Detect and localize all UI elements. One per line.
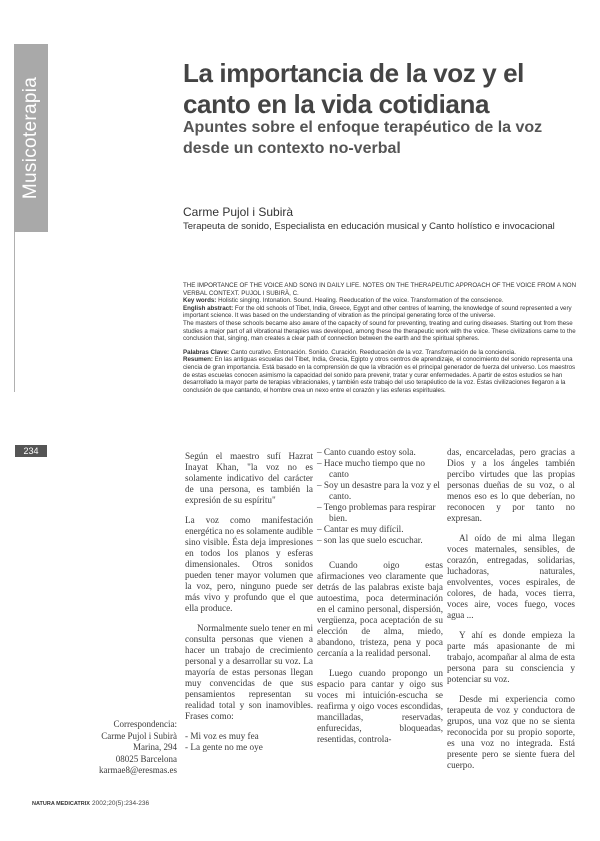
list-item: - Mi voz es muy fea <box>185 731 259 741</box>
abstract-en-title: THE IMPORTANCE OF THE VOICE AND SONG IN DAILY LIFE. NOTES ON THE THERAPEUTIC APPROACH OF THE VOICE FROM A NON VERBAL CONTEXT. PUJOL I SUBIRÀ, C. <box>183 282 577 297</box>
section-label-text: Musicoterapia <box>20 76 41 200</box>
paragraph: Según el maestro sufí Hazrat Inayat Khan, "la voz no es solamente indicativo del carácter de una persona, es también la expresión de su espíritu" <box>185 451 313 505</box>
correspondence-email: karmae8@eresmas.es <box>98 765 177 775</box>
correspondence-city: 08025 Barcelona <box>115 753 177 764</box>
paragraph: Luego cuando propongo un espacio para cantar y oigo sus voces mi intuición-escucha se reafirma y oigo voces escondidas, mancilladas, reservadas, enfurecidas, bloqueadas, resentidas, controla- <box>317 668 443 744</box>
paragraph: das, encarceladas, pero gracias a Dios y a los ángeles también percibo virtudes que las propias personas dueñas de su voz, o al menos eso es lo que deberían, no reconocen y por tanto no expresan. <box>447 447 575 523</box>
list-item: – Soy un desastre para la voz y el canto. <box>317 480 440 501</box>
english-abstract-text-2: The masters of these schools became also aware of the capacity of sound for preventing, treating and curing diseases. Starting out from these studies a major part of all vibrational therapies was developed, among these the therapeutic work with the voice. These civilizations came to the conclusion that, singing, man creates a clear path of connection between the earth and the spiritual spheres. <box>183 319 576 343</box>
paragraph: Cuando oigo estas afirmaciones veo claramente que detrás de las palabras existe baja autoestima, poca determinación en el camino personal, dispersión, vergüenza, poca aceptación de su elección de alma, miedo, abandono, tristeza, pena y poca cercanía a la realidad personal. <box>317 560 443 658</box>
paragraph: Normalmente suelo tener en mi consulta personas que vienen a hacer un trabajo de crecimiento personal y a desarrollar su voz. La mayoría de estas personas llegan muy convencidas de que sus pensamientos representan su realidad total y son inamovibles. Frases como: <box>185 623 313 721</box>
english-abstract-label: English abstract: <box>183 304 234 312</box>
section-label <box>14 44 48 232</box>
paragraph: Y ahí es donde empieza la parte más apasionante de mi trabajo, acompañar al alma de esta persona para su consciencia y potenciar su voz. <box>447 630 575 684</box>
palabras-clave-text: Canto curativo. Entonación. Sonido. Curación. Reeducación de la voz. Transformación de la conciencia. <box>229 348 516 356</box>
list-item: – son las que suelo escuchar. <box>317 535 423 545</box>
correspondence-street: Marina, 294 <box>133 742 177 752</box>
quote-list <box>185 731 313 753</box>
resumen-text: En las antiguas escuelas del Tíbet, India, Grecia, Egipto y otros centros de aprendizaje, el conocimiento del sonido representa una ciencia de gran importancia. Está basado en la comprensión de que la vibración es el principal generador de fuerza del universo. Los maestros de estas escuelas conocen asimismo la capacidad del sonido para prevenir, tratar y curar enfermedades. A partir de estos estudios se han desarrollado la mayor parte de terapias vibracionales, y también este trabajo del uso terapéutico de la voz. Estas civilizaciones llegaron a la conclusión de que cantando, el hombre crea un nexo entre el corazón y las esferas espirituales. <box>183 356 576 394</box>
article-subtitle: Apuntes sobre el enfoque terapéutico de la voz desde un contexto no-verbal <box>183 119 543 157</box>
list-item: – Tengo problemas para respirar bien. <box>317 502 436 523</box>
article-title: La importancia de la voz y el canto en la vida cotidiana <box>183 58 524 119</box>
keywords-text: Holistic singing. Intonation. Sound. Healing. Reeducation of the voice. Transformation of the conscience. <box>216 297 504 305</box>
english-abstract-text: For the old schools of Tibet, India, Greece, Egypt and other centres of learning, the knowledge of sound represented a very important science. It was based on the understanding of vibration as the principal generating force of the universe. <box>183 304 572 320</box>
author-affiliation: Terapeuta de sonido, Especialista en educación musical y Canto holístico e invocacional <box>183 221 555 232</box>
paragraph: Desde mi experiencia como terapeuta de voz y conductora de grupos, una voz que no se sienta reconocida por su propio soporte, es una voz no integrada. Está presente pero se siente fuera del cuerpo. <box>447 694 575 770</box>
correspondence-label: Correspondencia: <box>113 719 177 729</box>
author-name: Carme Pujol i Subirà <box>183 205 294 219</box>
body-column-3 <box>447 447 575 780</box>
journal-name: NATURA MEDICATRIX <box>32 801 90 807</box>
side-divider <box>14 232 15 392</box>
body-column-1 <box>185 451 313 762</box>
list-item: - La gente no me oye <box>185 742 263 752</box>
paragraph: Al oído de mi alma llegan voces maternales, sensibles, de corazón, entregadas, solidarias, luchadoras, naturales, envolventes, voces espirales, de colores, de hada, voces tierra, voces aire, voces fuego, voces agua ... <box>447 533 575 620</box>
resumen-label: Resumen: <box>183 356 213 364</box>
abstract-en-keywords <box>183 297 583 343</box>
body-column-2 <box>317 447 443 754</box>
correspondence-block <box>60 719 177 777</box>
list-item: – Cantar es muy difícil. <box>317 524 404 534</box>
list-item: – Hace mucho tiempo que no canto <box>317 458 425 479</box>
keywords-label: Key words: <box>183 297 217 305</box>
quote-list <box>317 447 443 546</box>
paragraph: La voz como manifestación energética no es solamente audible sino visible. Ésta deja impresiones en todos los planos y esferas dimensionales. Otros sonidos pueden tener mayor volumen que la voz, pero, ninguno puede ser más vivo y profundo que el que ella produce. <box>185 515 313 613</box>
page-number: 234 <box>15 445 47 457</box>
journal-citation: 2002;20(5):234-236 <box>92 800 150 807</box>
abstract-es <box>183 349 583 395</box>
correspondence-name: Carme Pujol i Subirà <box>101 730 177 741</box>
abstract-block <box>183 282 583 397</box>
palabras-clave-label: Palabras Clave: <box>183 348 230 356</box>
list-item: – Canto cuando estoy sola. <box>317 447 416 457</box>
